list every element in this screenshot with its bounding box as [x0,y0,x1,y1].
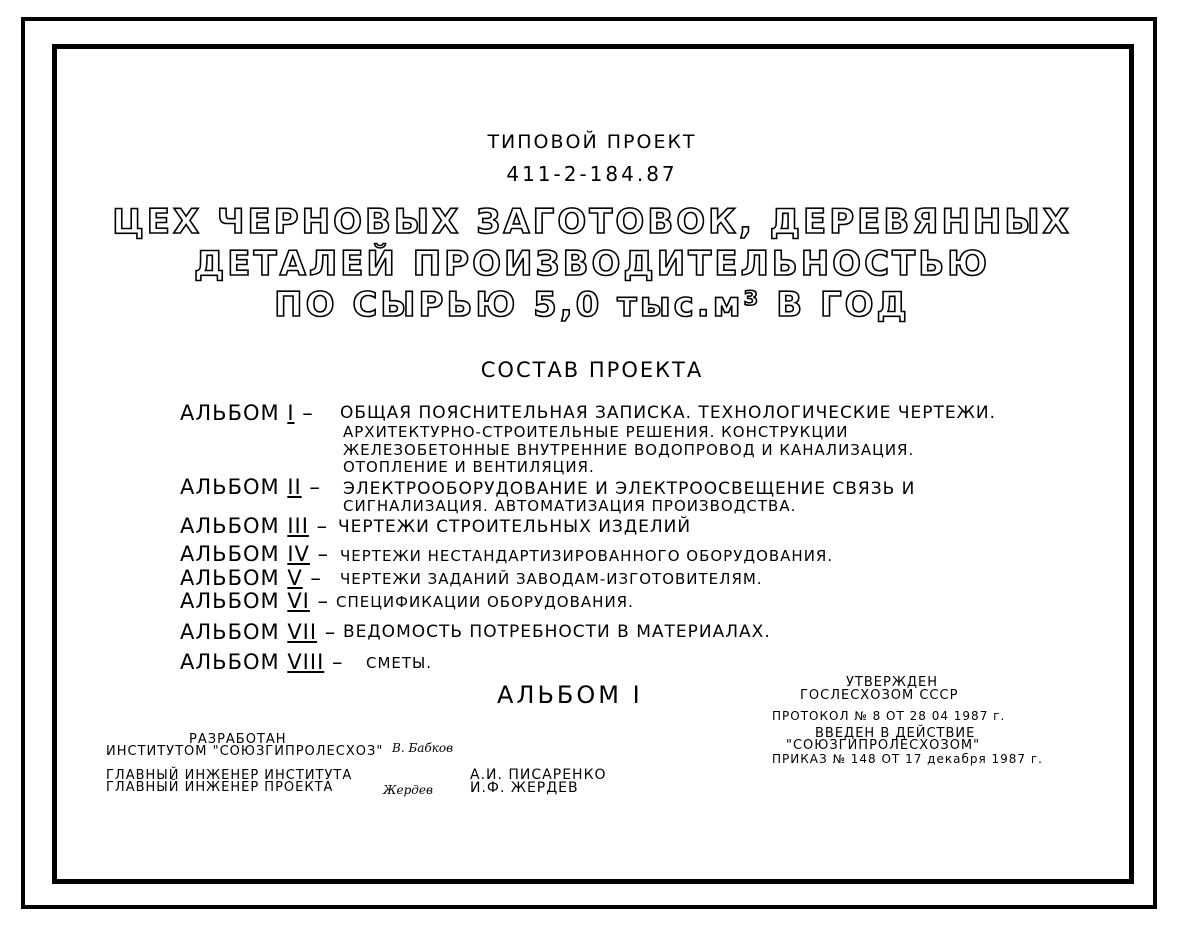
project-type: ТИПОВОЙ ПРОЕКТ [487,131,697,153]
album-5-label: АЛЬБОМ V – [180,566,322,590]
album-1-line-3: ЖЕЛЕЗОБЕТОННЫЕ ВНУТРЕННИЕ ВОДОПРОВОД И КАНАЛИЗАЦИЯ. [343,441,915,459]
album-1-label: АЛЬБОМ I – [180,401,314,425]
order: ПРИКАЗ № 148 ОТ 17 декабря 1987 г. [772,752,1043,766]
album-7-line-1: ВЕДОМОСТЬ ПОТРЕБНОСТИ В МАТЕРИАЛАХ. [343,622,771,642]
album-5-line-1: ЧЕРТЕЖИ ЗАДАНИЙ ЗАВОДАМ-ИЗГОТОВИТЕЛЯМ. [340,570,763,588]
album-2-line-2: СИГНАЛИЗАЦИЯ. АВТОМАТИЗАЦИЯ ПРОИЗВОДСТВА. [343,497,797,515]
current-album: АЛЬБОМ I [497,681,643,709]
album-3-label: АЛЬБОМ III – [180,514,329,538]
protocol: ПРОТОКОЛ № 8 ОТ 28 04 1987 г. [772,709,1006,723]
title-line-3: ПО СЫРЬЮ 5,0 тыс.м³ В ГОД [274,285,910,325]
album-6-line-1: СПЕЦИФИКАЦИИ ОБОРУДОВАНИЯ. [336,593,634,611]
signature-1: В. Бабков [392,741,454,755]
chief-engineer-institute: ГЛАВНЫЙ ИНЖЕНЕР ИНСТИТУТА [106,768,353,783]
album-4-label: АЛЬБОМ IV – [180,542,330,566]
title-line-1: ЦЕХ ЧЕРНОВЫХ ЗАГОТОВОК, ДЕРЕВЯННЫХ [112,202,1072,242]
album-8-line-1: СМЕТЫ. [366,654,433,672]
album-6-label: АЛЬБОМ VI – [180,589,330,613]
title-line-2: ДЕТАЛЕЙ ПРОИЗВОДИТЕЛЬНОСТЬЮ [193,244,991,284]
album-1-line-1: ОБЩАЯ ПОЯСНИТЕЛЬНАЯ ЗАПИСКА. ТЕХНОЛОГИЧЕСКИЕ ЧЕРТЕЖИ. [340,403,997,423]
name-pisarenko: А.И. ПИСАРЕНКО [470,767,607,783]
chief-engineer-project: ГЛАВНЫЙ ИНЖЕНЕР ПРОЕКТА [106,780,334,795]
introduced-organization: "СОЮЗГИПРОЛЕСХОЗОМ" [786,738,981,753]
album-8-label: АЛЬБОМ VIII – [180,650,344,674]
developer-institute: ИНСТИТУТОМ "СОЮЗГИПРОЛЕСХОЗ" [106,744,384,759]
signature-2: Жердев [383,783,433,797]
album-2-line-1: ЭЛЕКТРООБОРУДОВАНИЕ И ЭЛЕКТРООСВЕЩЕНИЕ СВЯЗЬ И [343,479,916,499]
composition-heading: СОСТАВ ПРОЕКТА [480,358,704,382]
introduced-label: ВВЕДЕН В ДЕЙСТВИЕ [815,726,976,741]
approved-label: УТВЕРЖДЕН [846,675,938,690]
album-7-label: АЛЬБОМ VII – [180,620,337,644]
approved-authority: ГОСЛЕСХОЗОМ СССР [800,688,959,703]
developed-label: РАЗРАБОТАН [189,732,287,747]
album-3-line-1: ЧЕРТЕЖИ СТРОИТЕЛЬНЫХ ИЗДЕЛИЙ [338,517,692,537]
project-number: 411-2-184.87 [506,162,678,186]
album-1-line-2: АРХИТЕКТУРНО-СТРОИТЕЛЬНЫЕ РЕШЕНИЯ. КОНСТРУКЦИИ [343,423,849,441]
album-1-line-4: ОТОПЛЕНИЕ И ВЕНТИЛЯЦИЯ. [343,458,595,476]
album-2-label: АЛЬБОМ II – [180,475,321,499]
name-zherdev: И.Ф. ЖЕРДЕВ [470,780,579,796]
album-4-line-1: ЧЕРТЕЖИ НЕСТАНДАРТИЗИРОВАННОГО ОБОРУДОВАНИЯ. [340,547,834,565]
